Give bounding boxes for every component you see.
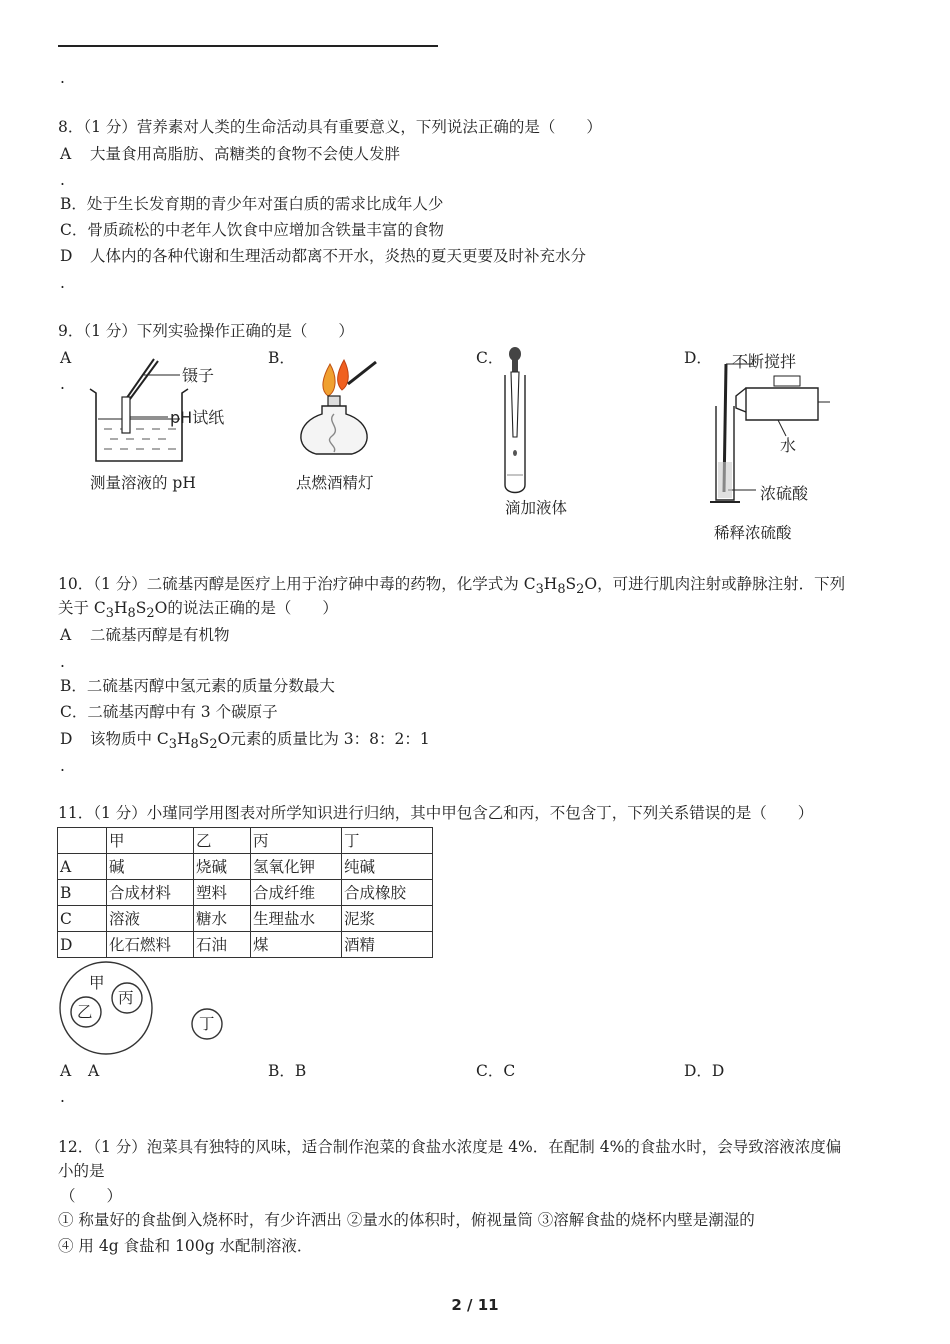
table-cell: B [58,880,107,906]
q10-option-b: B．二硫基丙醇中氢元素的质量分数最大 [60,677,335,695]
q10-option-a-letter: A [60,626,72,644]
q12-statement-1: ① 称量好的食盐倒入烧杯时，有少许洒出 ②量水的体积时，俯视量筒 ③溶解食盐的烧杯内壁是潮湿的 [58,1211,755,1229]
q12-paren: （ ） [60,1187,123,1205]
table-cell: 合成材料 [107,880,194,906]
q10-option-d-dot: . [60,757,65,775]
table-cell: A [58,854,107,880]
q11-option-a: A [88,1062,100,1080]
q10-stem-line2: 关于 $C_3H_8S_2O$的说法正确的是（ ） [58,599,338,622]
label-conc-acid: 浓硫酸 [760,484,809,503]
q9-stem: 9．（1 分）下列实验操作正确的是（ ） [58,322,354,340]
venn-label-yi: 乙 [77,1003,93,1021]
q8-stem: 8．（1 分）营养素对人类的生命活动具有重要意义，下列说法正确的是（ ） [58,118,602,136]
table-cell: 煤 [251,932,342,958]
table-cell: 纯碱 [342,854,433,880]
top-rule [58,45,438,47]
q9-option-a-letter: A [60,349,72,367]
q8-option-d-dot: . [60,274,65,292]
caption-dropper: 滴加液体 [505,499,568,517]
table-cell: 氢氧化钾 [251,854,342,880]
q11-option-b: B．B [268,1062,307,1080]
q10-option-a-dot: . [60,653,65,671]
label-ph-paper: pH试纸 [170,408,225,427]
q11-option-dot: . [60,1088,65,1106]
table-cell: 塑料 [194,880,251,906]
figure-alcohol-lamp [292,356,392,461]
q10-option-d-letter: D [60,730,73,748]
page-number: 2 / 11 [451,1296,499,1314]
venn-label-ding: 丁 [199,1015,215,1033]
q12-stem-line2: 小的是 [58,1162,105,1180]
q10-stem-line1: 10．（1 分）二硫基丙醇是医疗上用于治疗砷中毒的药物，化学式为 $C_3H_8S_2O$，可进行肌肉注射或静脉注射．下列 [58,575,846,598]
previous-question-tail: . [60,69,65,87]
table-header-cell [58,828,107,854]
label-stir: 不断搅拌 [732,352,797,371]
q8-option-d-letter: D [60,247,73,265]
table-row [58,932,433,958]
label-water: 水 [780,436,797,455]
table-cell: 合成纤维 [251,880,342,906]
q8-option-c: C．骨质疏松的中老年人饮食中应增加含铁量丰富的食物 [60,221,444,239]
figure-dropper [498,345,538,495]
q12-stem-line1: 12．（1 分）泡菜具有独特的风味，适合制作泡菜的食盐水浓度是 4%．在配制 4%的食盐水时，会导致溶液浓度偏 [58,1138,842,1156]
table-row [58,854,433,880]
q9-option-b-letter: B． [268,349,295,367]
q8-option-a: 大量食用高脂肪、高糖类的食物不会使人发胖 [90,145,401,163]
q11-option-a-letter: A [60,1062,72,1080]
table-cell: 泥浆 [342,906,433,932]
venn-label-bing: 丙 [118,989,134,1007]
table-cell: 碱 [107,854,194,880]
q9-option-a-dot: . [60,375,65,393]
q9-option-c-letter: C． [476,349,504,367]
q8-option-d: 人体内的各种代谢和生理活动都离不开水，炎热的夏天更要及时补充水分 [90,247,587,265]
table-cell: 溶液 [107,906,194,932]
q8-option-b: B．处于生长发育期的青少年对蛋白质的需求比成年人少 [60,195,444,213]
table-cell: 石油 [194,932,251,958]
table-cell: 生理盐水 [251,906,342,932]
table-header-row [58,828,433,854]
q10-option-a: 二硫基丙醇是有机物 [90,626,230,644]
q11-option-c: C．C [476,1062,516,1080]
q8-option-a-letter: A [60,145,72,163]
table-header-cell: 乙 [194,828,251,854]
table-cell: D [58,932,107,958]
table-cell: 化石燃料 [107,932,194,958]
table-cell: C [58,906,107,932]
table-header-cell: 丁 [342,828,433,854]
table-cell: 烧碱 [194,854,251,880]
q11-table [57,827,433,958]
table-cell: 合成橡胶 [342,880,433,906]
table-row [58,906,433,932]
q10-option-c: C．二硫基丙醇中有 3 个碳原子 [60,703,278,721]
caption-dilute-acid: 稀释浓硫酸 [714,524,792,542]
q12-statement-2: ④ 用 4g 食盐和 100g 水配制溶液． [58,1237,313,1255]
venn-label-jia: 甲 [89,974,105,992]
caption-ph-measure: 测量溶液的 pH [90,474,196,492]
q8-option-a-dot: . [60,171,65,189]
table-cell: 酒精 [342,932,433,958]
label-tweezers: 镊子 [182,366,215,385]
table-row [58,880,433,906]
q10-option-d: 该物质中 $C_3H_8S_2O$元素的质量比为 3：8：2：1 [90,730,430,753]
table-header-cell: 丙 [251,828,342,854]
caption-alcohol-lamp: 点燃酒精灯 [296,474,374,492]
q9-option-d-letter: D． [684,349,712,367]
table-header-cell: 甲 [107,828,194,854]
table-cell: 糖水 [194,906,251,932]
q11-stem: 11．（1 分）小瑾同学用图表对所学知识进行归纳，其中甲包含乙和丙，不包含丁，下列关系错误的是（ ） [58,804,814,822]
q11-option-d: D．D [684,1062,725,1080]
